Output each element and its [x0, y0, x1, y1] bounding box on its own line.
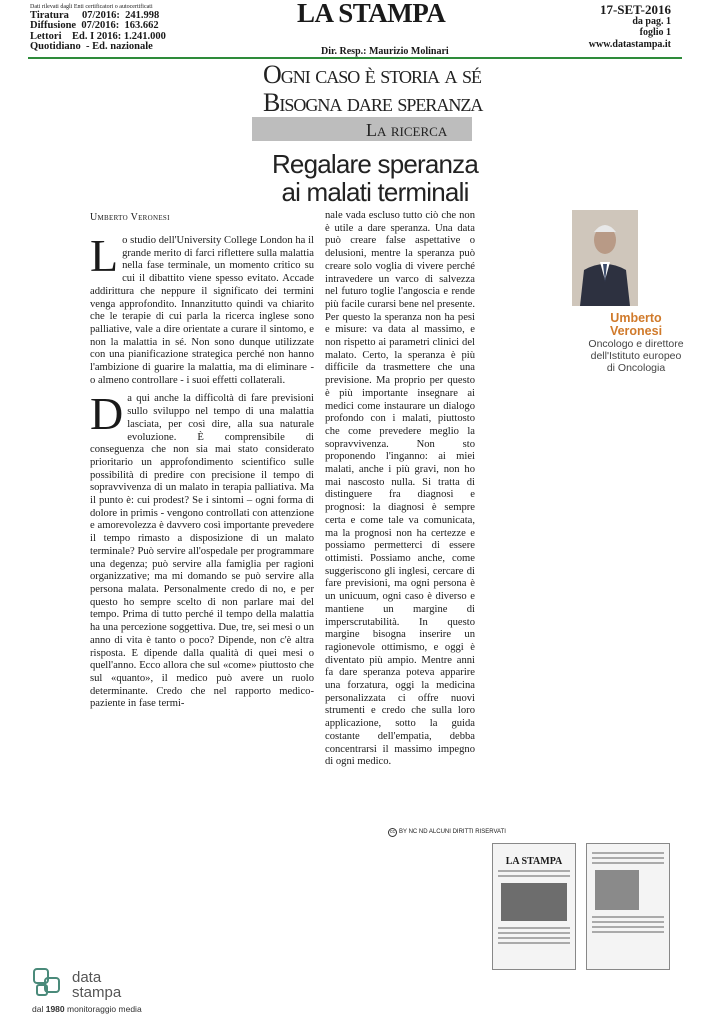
caption-name-2: Veronesi — [609, 324, 663, 338]
copyright-text: BY NC ND ALCUNI DIRITTI RISERVATI — [399, 829, 506, 835]
article-column-1 — [90, 230, 314, 711]
page-ref: da pag. 1 — [632, 15, 671, 27]
header-stats — [30, 3, 166, 53]
thumbnail-line — [498, 932, 570, 934]
thumbnail-line — [592, 857, 664, 859]
paragraph-2 — [90, 388, 314, 711]
author-photo — [572, 210, 638, 306]
cc-icon: cc — [390, 829, 395, 835]
page-thumbnail-2[interactable] — [586, 843, 670, 970]
certified-note: Dati rilevati dagli Enti certificatori o autocertificati — [30, 4, 153, 10]
author-caption — [586, 312, 686, 374]
kicker-line-2: Bisogna dare speranza — [263, 88, 483, 117]
paragraph-2-text: a qui anche la difficoltà di fare previsioni sullo sviluppo nel tempo di una malattia lasciata, per così dire, alla sua naturale evoluzione. È comprensibile di conseguenza che non sia mai stato considerato prioritario un approfondimento scientifico sulle possibilità di predire con precisione il tempo di sopravvivenza di un malato in terapia palliativa. Ma il punto è: cui prodest? Se i sintomi – ogni forma di dolore in primis - vengono controllati con attenzione e amorevolezza è davvero così importante prevedere il tempo rimasto a disposizione di un malato terminale? Può servire all'ospedale per programmare una degenza; può servire alla famiglia per ragioni organizzative; ma mi domando se può servire alla persona malata. Personalmente credo di no, e per questo ho sempre scelto di non parlare mai del tempo. Prima di tutto perché il tempo della malattia ha una percezione soggettiva. Due, tre, sei mesi o un anno di vita è tanto o poco? Dipende, non c'è altra risposta. E dipende dalla qualità di quei mesi o quell'anno. Ecco allora che sul «come» piuttosto che sul «quanto», il medico può avere un ruolo determinante. Credo che nel rapporto medico-paziente in fase termi- — [90, 393, 314, 710]
tiratura: Tiratura 07/2016: 241.998 — [30, 10, 160, 21]
thumbnail-image — [595, 870, 639, 910]
datastampa-logo-icon — [33, 968, 69, 1005]
article-headline: Regalare speranza ai malati terminali — [271, 149, 479, 207]
website-link[interactable]: www.datastampa.it — [588, 38, 671, 50]
paragraph-1 — [90, 230, 314, 387]
edition: Quotidiano - Ed. nazionale — [30, 41, 153, 53]
kicker-line-1: Ogni caso è storia a sé — [263, 60, 481, 89]
lettori: Lettori Ed. I 2016: 1.241.000 — [30, 30, 166, 42]
caption-name-1: Umberto — [610, 311, 662, 325]
thumbnail-line — [498, 875, 570, 877]
byline: Umberto Veronesi — [90, 212, 170, 223]
diffusione: Diffusione 07/2016: 163.662 — [30, 20, 159, 32]
logo-tagline — [32, 1004, 142, 1014]
thumbnail-line — [592, 852, 664, 854]
caption-role: Oncologo e direttore dell'Istituto europeo di Oncologia — [588, 338, 684, 374]
paragraph-3-text: nale vada escluso tutto ciò che non è utile a dare speranza. Una data può creare false aspettative o delusioni, mentre la speranza può creare solo voglia di vivere perché intravedere un varco di salvezza nel futuro toglie l'angoscia e rende più facile curarsi bene nel presente. Per questo la speranza non ha pesi e misure: va data al massimo, e non rispetto ai parametri clinici del malato. Certo, la speranza è più difficile da trasmettere che una previsione. Ma proprio per questo è più importante insegnare ai medici come instaurare un dialogo profondo con i malati, piuttosto che come prevedere meglio la sopravvivenza. Non sto proponendo l'inganno: ai miei malati, anche i più gravi, non ho mai nascosto nulla. Si tratta di distinguere fra diagnosi e prognosi: la diagnosi è sempre certa e come tale va comunicata, ma la prognosi non ha certezze e possiamo permetterci di essere ottimisti. Possiamo anche, come suggeriscono gli inglesi, cercare di fare previsioni, ma ogni persona è un unicuum, ogni caso è diverso e mantiene un margine di imperscrutabilità. In questo margine bisogna inserire un ragionevole ottimismo, e oggi è diventato più ampio. Mentre anni fa dare speranza poteva apparire una forzatura, oggi la medicina personalizzata ci offre nuovi strumenti e credo che sulla loro applicazione, sotto la guida costante dell'empatia, debba concentrarsi il massimo impegno di ogni medico. — [325, 210, 476, 768]
since-year: 1980 — [45, 1004, 65, 1014]
thumbnail-line — [592, 931, 664, 933]
copyright-notice — [388, 828, 506, 837]
director: Dir. Resp.: Maurizio Molinari — [321, 46, 449, 57]
logo-text — [72, 970, 121, 1000]
newspaper-masthead: LA STAMPA — [297, 0, 446, 28]
thumbnail-image — [501, 883, 567, 921]
thumbnail-line — [592, 862, 664, 864]
thumbnail-line — [498, 927, 570, 929]
thumbnail-line — [498, 942, 570, 944]
thumbnail-line — [592, 916, 664, 918]
sheet-ref: foglio 1 — [639, 27, 671, 38]
header-date-block — [589, 4, 671, 50]
thumbnail-line — [592, 921, 664, 923]
thumbnail-masthead: LA STAMPA — [505, 856, 563, 867]
article-column-2 — [325, 210, 475, 769]
thumbnail-line — [498, 870, 570, 872]
dropcap-2: D — [90, 388, 124, 440]
author-portrait-icon — [572, 210, 638, 306]
thumbnail-line — [498, 937, 570, 939]
dropcap-1: L — [90, 230, 119, 281]
logo-line-2: stampa — [72, 984, 122, 1001]
since-suffix: monitoraggio media — [67, 1004, 142, 1014]
header-divider — [28, 57, 682, 59]
logo-line-1: data — [72, 969, 102, 986]
since-prefix: dal — [32, 1004, 44, 1014]
date: 17-SET-2016 — [599, 2, 671, 17]
paragraph-1-text: o studio dell'University College London ha il grande merito di farci riflettere sulla malattia nella fase terminale, un momento critico su cui il dibattito viene spesso evitato. Accade addirittura che neppure il significato dei termini venga approfondito. Innanzitutto quindi va chiarito che le terapie di cui parla la ricerca inglese sono palliative, vale a dire orientate a curare il sintomo, e non la malattia in sé. Non sono dunque utilizzate con una pianificazione strategica perché non hanno l'ambizione di guarire la malattia, ma di eliminare - o almeno controllare - i suoi effetti collaterali. — [90, 235, 314, 386]
page-thumbnail-1[interactable] — [492, 843, 576, 970]
section-label: La ricerca — [366, 120, 448, 140]
thumbnail-line — [592, 926, 664, 928]
